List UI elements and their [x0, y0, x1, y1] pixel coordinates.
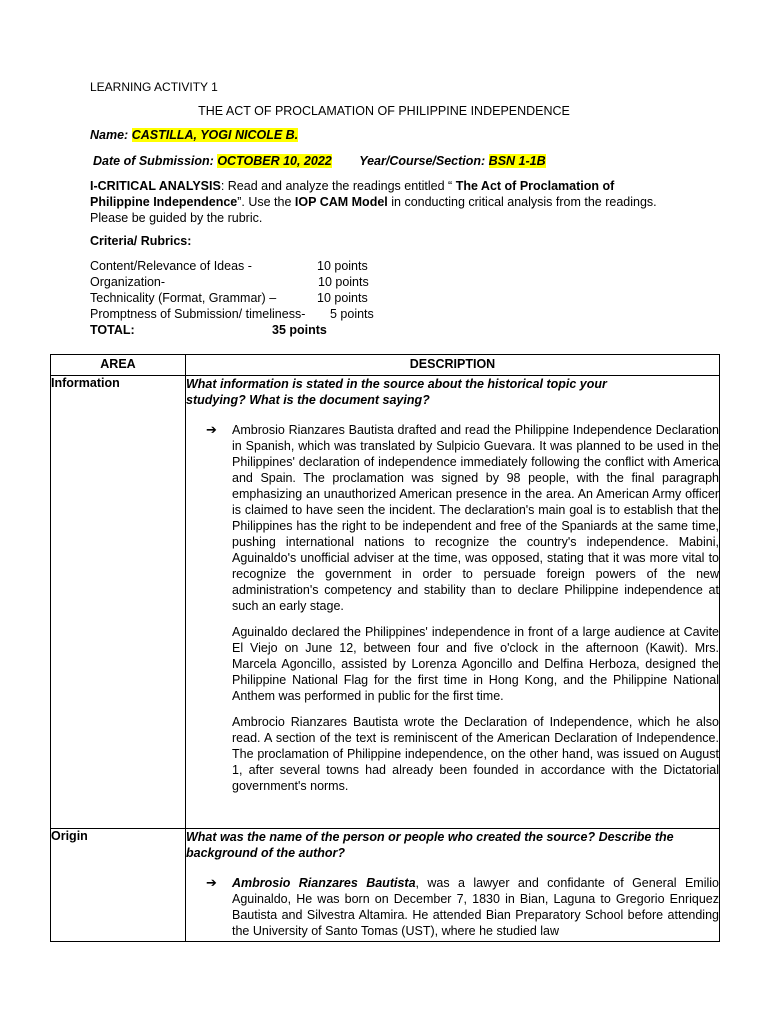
rubric-label: Criteria/ Rubrics:	[90, 234, 192, 248]
instructions-text: in conducting critical analysis from the readings. Please be guided by the rubric.	[90, 195, 657, 225]
rubric-criterion: Organization-	[90, 275, 166, 289]
table-header-row	[51, 355, 720, 376]
rubric-criterion: Technicality (Format, Grammar) –	[90, 291, 277, 305]
description-column-header: DESCRIPTION	[186, 355, 720, 376]
rubric-points: 5 points	[330, 307, 374, 321]
answer-paragraph	[232, 875, 719, 939]
guide-question: What information is stated in the source about the historical topic your studying? What is the document saying?	[186, 377, 607, 407]
description-cell	[186, 376, 720, 829]
model-name: IOP CAM Model	[294, 195, 388, 209]
activity-label: LEARNING ACTIVITY 1	[90, 80, 218, 94]
answer-paragraph: Ambrosio Rianzares Bautista drafted and read the Philippine Independence Declaration in Spanish, which was translated by Sulpicio Guevara. It was planned to be used in the Philippines' declaration of independence immediately following the conflict with America and Spain. The proclamation was signed by 98 people, with the final paragraph emphasizing an unauthorized American presence in the area. An American Army officer is claimed to have seen the incident. The declaration's main goal is to establish that the Philippines has the right to be independent and free of the Spaniards at the same time, pushing international nations to recognize the country's independence. Mabini, Aguinaldo's unofficial adviser at the time, was opposed, stating that it was more vital to recognize the government in order to persuade foreign powers of the new administration's competency and stability than to declare Philippine independence at such an early stage.	[232, 423, 719, 613]
table-row	[51, 829, 720, 942]
answer-paragraph: Ambrocio Rianzares Bautista wrote the Declaration of Independence, which he also read. A section of the text is reminiscent of the American Declaration of Independence. The proclamation of Philippine independence, on the other hand, was issued on August 1, after several towns had already been founded in accordance with the Dictatorial government's norms.	[232, 715, 719, 793]
rubric-points: 10 points	[318, 275, 369, 289]
rubric-total-points: 35 points	[272, 323, 327, 337]
analysis-table	[50, 354, 720, 942]
rubric-points: 10 points	[317, 259, 368, 273]
author-background: , was a lawyer and confidante of General Emilio Aguinaldo, He was born on December 7, 1830 in Bian, Laguna to Gregorio Enriquez Bautista and Silvestra Altamira. He attended Bian Preparatory School before attending the University of Santo Tomas (UST), where he studied law	[232, 876, 719, 938]
instructions-label: I-CRITICAL ANALYSIS	[90, 179, 221, 193]
arrow-right-icon: ➔	[206, 422, 217, 437]
area-column-header: AREA	[51, 355, 186, 376]
student-name: CASTILLA, YOGI NICOLE B.	[131, 128, 299, 142]
reading-title: The Act of Proclamation of Philippine Independence	[90, 179, 615, 209]
rubric-criterion: Content/Relevance of Ideas -	[90, 259, 252, 273]
date-label: Date of Submission:	[93, 154, 214, 168]
name-line	[90, 128, 298, 142]
document-title: THE ACT OF PROCLAMATION OF PHILIPPINE INDEPENDENCE	[198, 104, 570, 118]
submission-date: OCTOBER 10, 2022	[217, 154, 332, 168]
author-name: Ambrosio Rianzares Bautista	[232, 876, 416, 890]
instructions-text: ”. Use the	[237, 195, 295, 209]
area-cell: Origin	[51, 829, 186, 942]
instructions	[90, 178, 670, 226]
answer-block	[186, 875, 719, 939]
guide-question: What was the name of the person or people who created the source? Describe the background of the author?	[186, 830, 674, 860]
name-label: Name:	[90, 128, 129, 142]
answer-paragraph: Aguinaldo declared the Philippines' independence in front of a large audience at Cavite El Viejo on June 12, between four and five o'clock in the afternoon (Kawit). Mrs. Marcela Agoncillo, assisted by Lorenza Agoncillo and Delfina Herboza, designed the Philippine National Flag for the first time in Hong Kong, and the Philippine National Anthem was performed in public for the first time.	[232, 625, 719, 703]
area-cell: Information	[51, 376, 186, 829]
table-row	[51, 376, 720, 829]
description-cell	[186, 829, 720, 942]
section-value: BSN 1-1B	[488, 154, 546, 168]
submission-line	[93, 154, 546, 168]
arrow-right-icon: ➔	[206, 875, 217, 890]
rubric-total-label: TOTAL:	[90, 323, 135, 337]
rubric-criterion: Promptness of Submission/ timeliness-	[90, 307, 306, 321]
instructions-text: : Read and analyze the readings entitled “	[220, 179, 456, 193]
rubric-points: 10 points	[317, 291, 368, 305]
answer-block	[186, 422, 719, 794]
section-label: Year/Course/Section:	[359, 154, 486, 168]
